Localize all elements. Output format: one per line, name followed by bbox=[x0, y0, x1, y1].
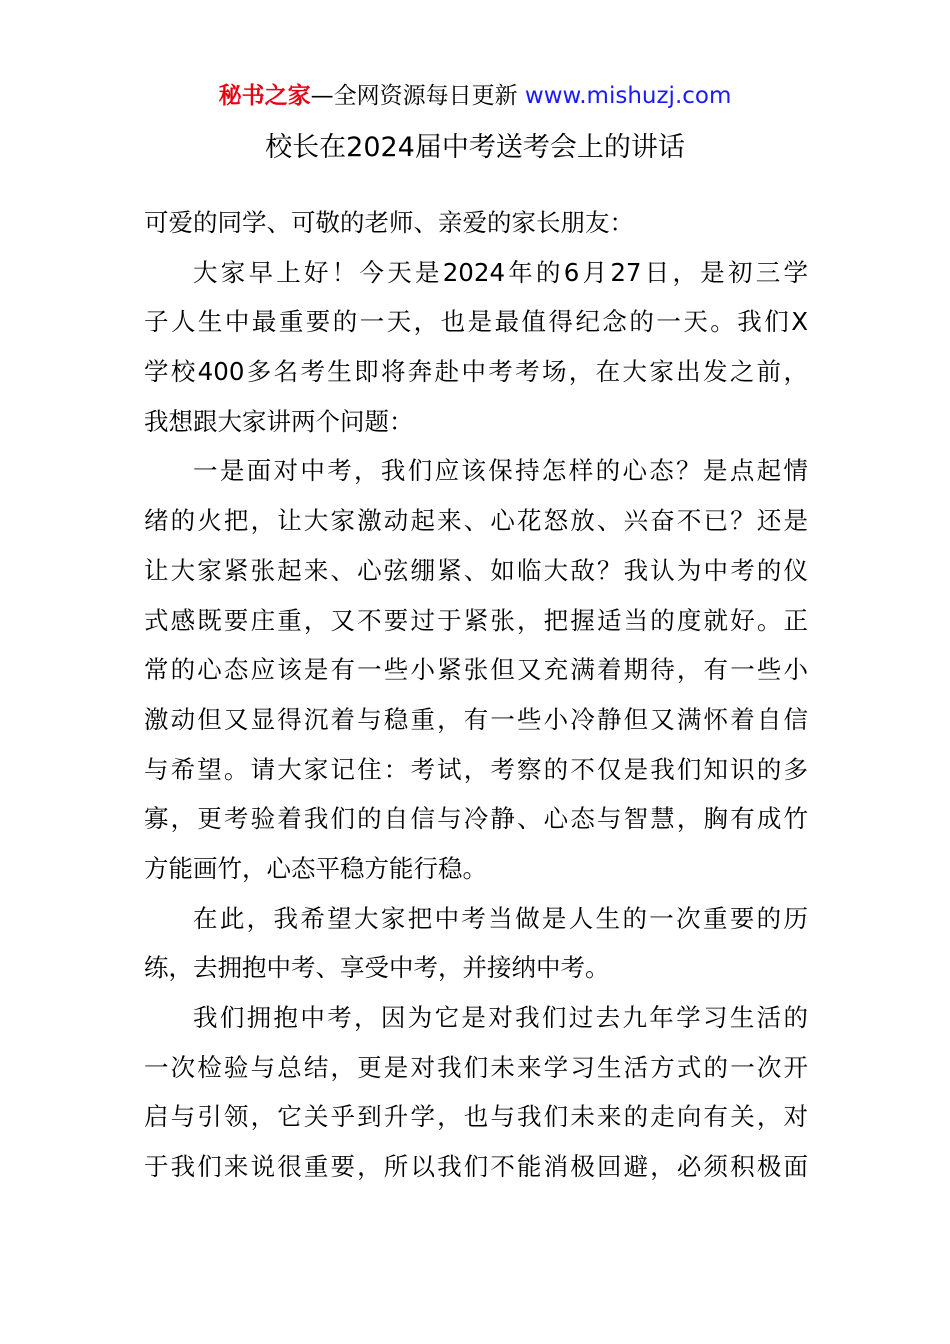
text-line: 与希望。请大家记住：考试，考察的不仅是我们知识的多 bbox=[144, 754, 808, 784]
website-link[interactable]: www.mishuzj.com bbox=[524, 83, 732, 109]
text-line: 激动但又显得沉着与稳重，有一些小冷静但又满怀着自信 bbox=[144, 704, 808, 734]
text-line: 让大家紧张起来、心弦绷紧、如临大敌？我认为中考的仪 bbox=[144, 555, 808, 585]
text-line: 常的心态应该是有一些小紧张但又充满着期待，有一些小 bbox=[144, 655, 808, 685]
text-line: 启与引领，它关乎到升学，也与我们未来的走向有关，对 bbox=[144, 1102, 808, 1132]
text-line: 寡，更考验着我们的自信与冷静、心态与智慧，胸有成竹 bbox=[144, 804, 808, 834]
text-line: 一是面对中考，我们应该保持怎样的心态？是点起情 bbox=[193, 456, 808, 486]
text-line: 子人生中最重要的一天，也是最值得纪念的一天。我们X bbox=[144, 307, 808, 337]
text-line: 一次检验与总结，更是对我们未来学习生活方式的一次开 bbox=[144, 1052, 808, 1082]
text-line: 我想跟大家讲两个问题： bbox=[144, 406, 414, 436]
text-line: 式感既要庄重，又不要过于紧张，把握适当的度就好。正 bbox=[144, 605, 808, 635]
brand-name: 秘书之家 bbox=[218, 83, 311, 109]
text-line: 绪的火把，让大家激动起来、心花怒放、兴奋不已？还是 bbox=[144, 506, 808, 536]
text-line: 我们拥抱中考，因为它是对我们过去九年学习生活的 bbox=[193, 1003, 808, 1032]
text-line: 于我们来说很重要，所以我们不能消极回避，必须积极面 bbox=[144, 1152, 808, 1182]
text-line: 练，去拥抱中考、享受中考，并接纳中考。 bbox=[144, 953, 610, 983]
salutation-line: 可爱的同学、可敬的老师、亲爱的家长朋友： bbox=[144, 208, 634, 237]
text-line: 在此，我希望大家把中考当做是人生的一次重要的历 bbox=[193, 903, 808, 933]
speech-body bbox=[144, 198, 808, 1192]
text-line: 学校400多名考生即将奔赴中考考场，在大家出发之前， bbox=[144, 357, 808, 387]
document-title: 校长在2024届中考送考会上的讲话 bbox=[265, 132, 685, 163]
site-header bbox=[0, 80, 950, 112]
text-line: 大家早上好！今天是2024年的6月27日，是初三学 bbox=[193, 257, 808, 287]
text-line: 方能画竹，心态平稳方能行稳。 bbox=[144, 853, 487, 883]
site-tagline: —全网资源每日更新 bbox=[310, 83, 518, 109]
